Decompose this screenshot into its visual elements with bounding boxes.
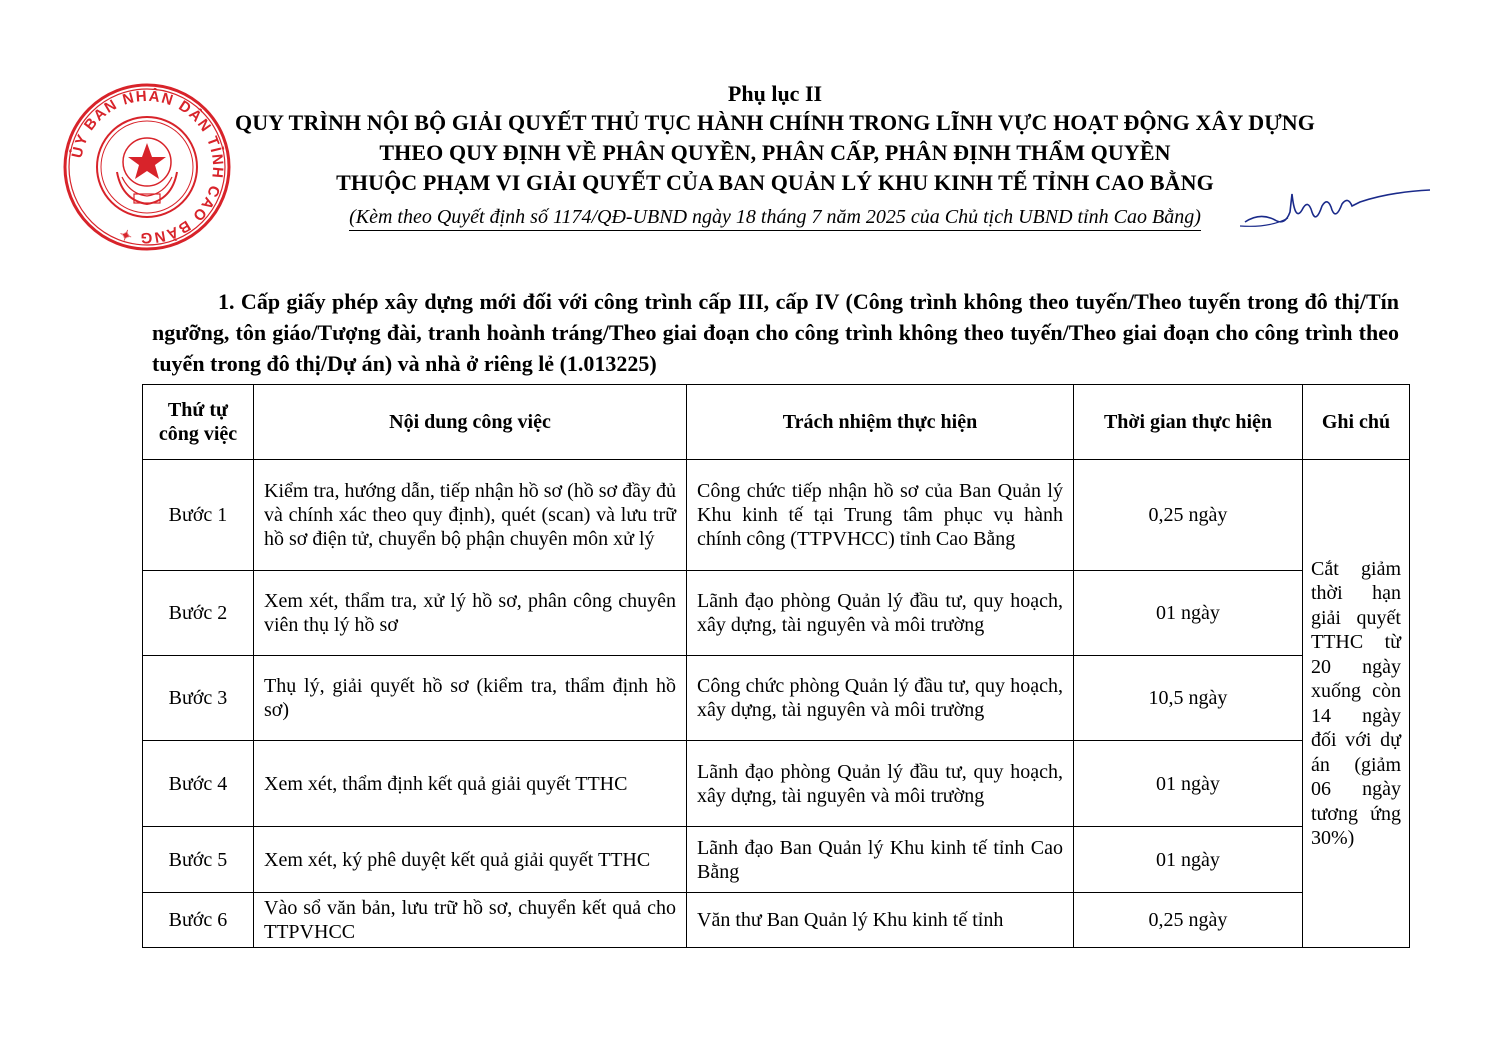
time-cell: 01 ngày <box>1074 741 1303 827</box>
signature-icon <box>1240 182 1435 232</box>
decision-suffix: tháng 7 năm 2025 của Chủ tịch UBND tỉnh Cao Bằng) <box>755 206 1201 228</box>
decision-reference-text <box>349 206 1201 231</box>
procedure-table <box>142 384 1410 948</box>
header-step: Thứ tự công việc <box>143 385 254 460</box>
time-cell: 0,25 ngày <box>1074 460 1303 571</box>
title-line-2: THEO QUY ĐỊNH VỀ PHÂN QUYỀN, PHÂN CẤP, PHÂN ĐỊNH THẨM QUYỀN <box>379 140 1171 165</box>
appendix-label: Phụ lục II <box>727 81 823 106</box>
content-cell: Xem xét, thẩm định kết quả giải quyết TTHC <box>254 741 687 827</box>
note-cell: Cắt giảm thời hạn giải quyết TTHC từ 20 ngày xuống còn 14 ngày đối với dự án (giảm 06 ngày tương ứng 30%) <box>1303 460 1410 948</box>
step-cell: Bước 2 <box>143 571 254 656</box>
table-row <box>143 656 1410 741</box>
table-row <box>143 571 1410 656</box>
time-cell: 01 ngày <box>1074 571 1303 656</box>
step-cell: Bước 5 <box>143 827 254 893</box>
content-cell: Vào sổ văn bản, lưu trữ hồ sơ, chuyển kết quả cho TTPVHCC <box>254 893 687 948</box>
decision-day: 18 <box>735 206 756 228</box>
responsibility-cell: Lãnh đạo phòng Quản lý đầu tư, quy hoạch, xây dựng, tài nguyên và môi trường <box>687 741 1074 827</box>
header-time: Thời gian thực hiện <box>1074 385 1303 460</box>
time-cell: 01 ngày <box>1074 827 1303 893</box>
table-row <box>143 460 1410 571</box>
step-cell: Bước 6 <box>143 893 254 948</box>
decision-number: 1174 <box>552 206 592 228</box>
table-row <box>143 741 1410 827</box>
responsibility-cell: Công chức phòng Quản lý đầu tư, quy hoạch, xây dựng, tài nguyên và môi trường <box>687 656 1074 741</box>
header-note: Ghi chú <box>1303 385 1410 460</box>
svg-text:ỦY BAN NHÂN DÂN TỈNH CAO BẰNG: ỦY BAN NHÂN DÂN TỈNH CAO BẰNG ✦ <box>68 87 227 247</box>
content-cell: Thụ lý, giải quyết hồ sơ (kiểm tra, thẩm định hồ sơ) <box>254 656 687 741</box>
decision-middle: /QĐ-UBND ngày <box>591 206 736 228</box>
title-line-1: QUY TRÌNH NỘI BỘ GIẢI QUYẾT THỦ TỤC HÀNH CHÍNH TRONG LĨNH VỰC HOẠT ĐỘNG XÂY DỰNG <box>234 110 1316 135</box>
title-line-3: THUỘC PHẠM VI GIẢI QUYẾT CỦA BAN QUẢN LÝ KHU KINH TẾ TỈNH CAO BẰNG <box>336 170 1214 195</box>
content-cell: Kiểm tra, hướng dẫn, tiếp nhận hồ sơ (hồ sơ đầy đủ và chính xác theo quy định), quét (scan) và lưu trữ hồ sơ điện tử, chuyển bộ phận chuyên môn xử lý <box>254 460 687 571</box>
content-cell: Xem xét, thẩm tra, xử lý hồ sơ, phân công chuyên viên thụ lý hồ sơ <box>254 571 687 656</box>
responsibility-cell: Lãnh đạo phòng Quản lý đầu tư, quy hoạch, xây dựng, tài nguyên và môi trường <box>687 571 1074 656</box>
step-cell: Bước 1 <box>143 460 254 571</box>
table-header-row <box>143 385 1410 460</box>
header-responsibility: Trách nhiệm thực hiện <box>687 385 1074 460</box>
step-cell: Bước 3 <box>143 656 254 741</box>
time-cell: 10,5 ngày <box>1074 656 1303 741</box>
table-row <box>143 893 1410 948</box>
decision-reference <box>140 202 1410 232</box>
content-cell: Xem xét, ký phê duyệt kết quả giải quyết TTHC <box>254 827 687 893</box>
table-row <box>143 827 1410 893</box>
step-cell: Bước 4 <box>143 741 254 827</box>
header-content: Nội dung công việc <box>254 385 687 460</box>
responsibility-cell: Lãnh đạo Ban Quản lý Khu kinh tế tỉnh Cao Bằng <box>687 827 1074 893</box>
decision-prefix: (Kèm theo Quyết định số <box>349 206 553 228</box>
responsibility-cell: Công chức tiếp nhận hồ sơ của Ban Quản lý Khu kinh tế tại Trung tâm phục vụ hành chính công (TTPVHCC) tỉnh Cao Bằng <box>687 460 1074 571</box>
document-header <box>140 80 1410 232</box>
time-cell: 0,25 ngày <box>1074 893 1303 948</box>
responsibility-cell: Văn thư Ban Quản lý Khu kinh tế tỉnh <box>687 893 1074 948</box>
section-heading: 1. Cấp giấy phép xây dựng mới đối với công trình cấp III, cấp IV (Công trình không theo tuyến/Theo tuyến trong đô thị/Tín ngưỡng, tôn giáo/Tượng đài, tranh hoành tráng/Theo giai đoạn cho công trình không theo tuyến/Theo giai đoạn cho công trình theo tuyến trong đô thị/Dự án) và nhà ở riêng lẻ (1.013225) <box>152 289 1399 376</box>
